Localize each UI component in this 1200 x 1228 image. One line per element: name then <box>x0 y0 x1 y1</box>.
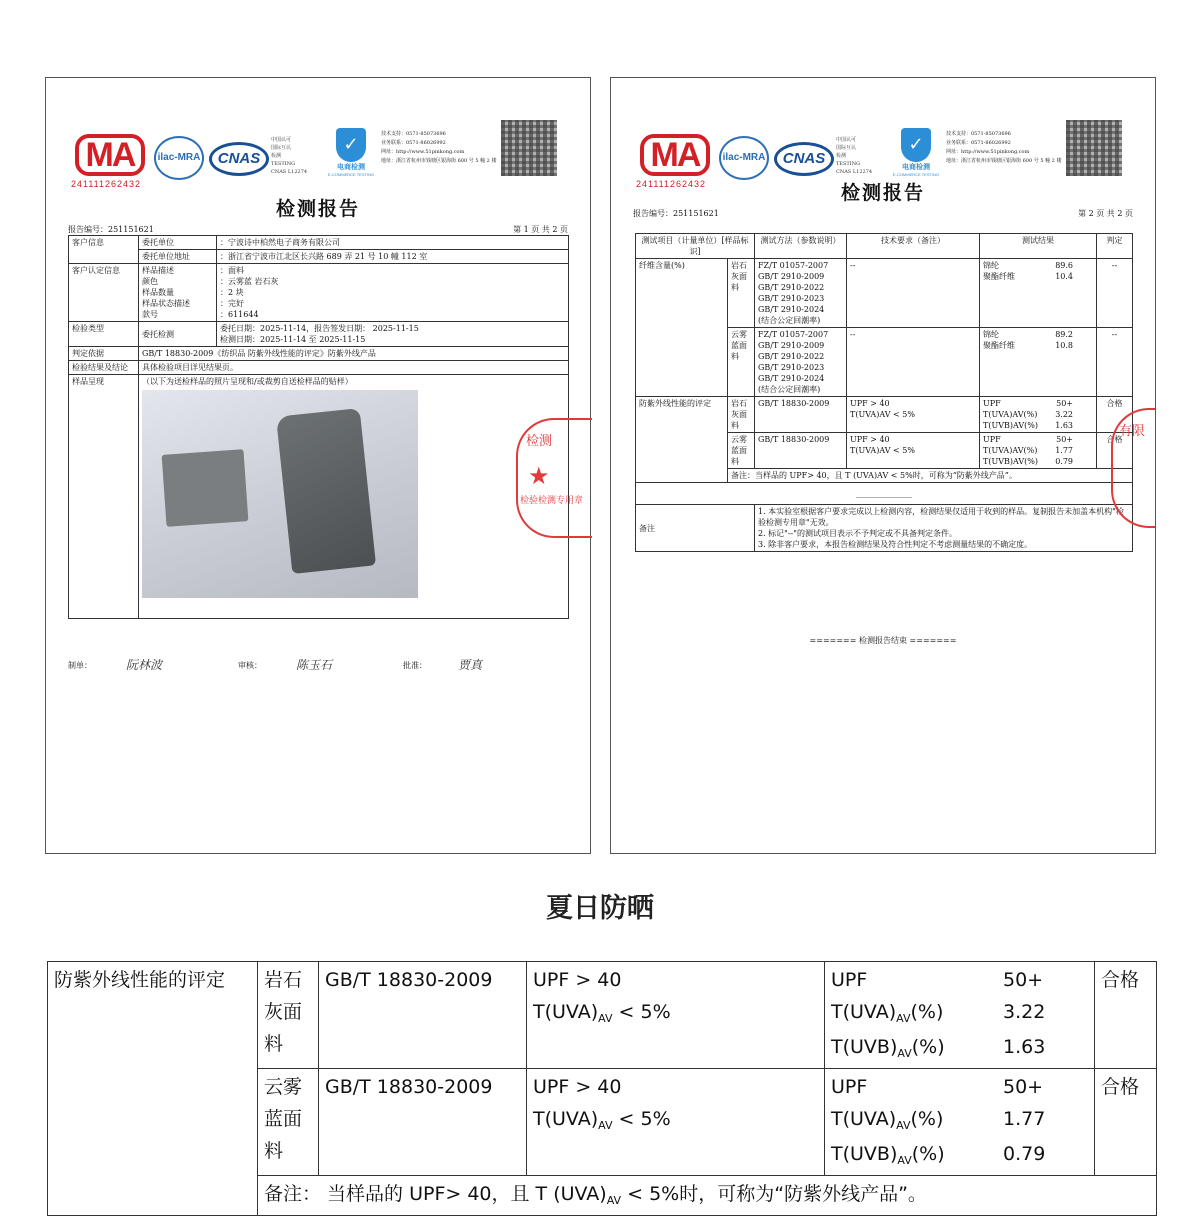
shield-check-icon: ✓ <box>901 128 931 162</box>
header-cell: 测试方法（参数说明） <box>755 234 847 259</box>
report-page-2 <box>610 77 1156 854</box>
cell-label: 客户认定信息 <box>69 264 139 322</box>
cell-label: 样品描述 颜色 样品数量 样品状态描述 款号 <box>139 264 217 322</box>
cell-photo: （以下为送检样品的照片呈现和/或裁剪自送检样品的贴样） <box>139 375 569 619</box>
uv-summary-table <box>47 961 1157 1216</box>
sample-name: 云雾蓝面料 <box>258 1069 319 1176</box>
report-header-logos <box>71 120 571 190</box>
cell-label: 检验结果及结论 <box>69 361 139 375</box>
approver-signature: 贾真 <box>458 658 483 672</box>
result-cell: UPF 50+ $T(UVA)_{AV}(\%)$ 3.22 $T(UVB)_{AV}(\%)$ 1.63 <box>825 962 1095 1069</box>
contact-info: 技术支持：0571-85073696 业务联系：0571-86026992 网址：http://www.51pinkong.com 地址：浙江省杭州市钱塘区银海街 600 号 5 幢 2 楼 <box>381 131 497 164</box>
ecommerce-testing-logo: ✓ 电商检测 E-COMMERCE TESTING <box>316 128 386 177</box>
sample-photo <box>142 390 418 598</box>
star-icon: ★ <box>528 462 550 490</box>
official-stamp: 检测 ★ 检验检测专用章 <box>516 418 592 538</box>
verdict-cell: 合格 <box>1095 1069 1157 1176</box>
cma-mark: MA <box>75 134 145 176</box>
cell-value: GB/T 18830-2009《纺织品 防紫外线性能的评定》防紫外线产品 <box>139 347 569 361</box>
table-row: 备注：当样品的 UPF> 40，且 T (UVA)AV < 5%时，可称为“防紫外线产品”。 <box>636 469 1133 483</box>
header-cell: 测试结果 <box>980 234 1097 259</box>
cell-label: 委托单位地址 <box>139 250 217 264</box>
contact-info: 技术支持：0571-85073696 业务联系：0571-86026992 网址：http://www.51pinkong.com 地址：浙江省杭州市钱塘区银海街 600 号 5 幢 2 楼 <box>946 131 1062 164</box>
table-row: 备注 1. 本实验室根据客户要求完成以上检测内容，检测结果仅适用于收到的样品。复制报告未加盖本机构"检验检测专用章"无效。 2. 标记"--"的测试项目表示不予判定或不具备判定条件。 3. 除非客户要求，本报告检测结果及符合性判定不考虑测量结果的不确定度。 <box>636 505 1133 552</box>
cell-label: 客户信息 <box>69 236 139 264</box>
cell-value: ：宁波诗中柏然电子商务有限公司 <box>217 236 569 250</box>
cell-label: 判定依据 <box>69 347 139 361</box>
requirement-cell: UPF > 40 $T(UVA)_{AV} < 5\%$ <box>527 1069 825 1176</box>
section-title: 夏日防晒 <box>546 893 654 924</box>
remark-cell: 备注： 当样品的 UPF> 40，且 T $(UVA)_{AV} < 5\%$时，可称为“防紫外线产品”。 <box>258 1176 1157 1216</box>
report-end: ======= 检测报告结束 ======= <box>809 636 957 645</box>
ilac-logo: ilac-MRA <box>154 136 204 180</box>
report-meta <box>633 208 1133 219</box>
table-row: 云雾蓝面料 GB/T 18830-2009 UPF > 40 T(UVA)AV < 5% UPF 50+ T(UVA)AV(%) 1.77 T(UVB)AV(%) 0.79 合格 <box>636 433 1133 469</box>
verdict-cell: 合格 <box>1095 962 1157 1069</box>
cnas-logo: CNAS <box>209 142 269 176</box>
report-meta <box>68 224 568 235</box>
cell-value: 委托检测 <box>139 322 217 347</box>
qr-code-icon <box>1066 120 1122 176</box>
cma-logo <box>71 134 151 189</box>
report-number: 报告编号：251151621 <box>68 225 154 234</box>
cnas-logo: CNAS <box>774 142 834 176</box>
ilac-logo: ilac-MRA <box>719 136 769 180</box>
report-title: 检测报告 <box>840 182 925 204</box>
test-results-table: 测试项目（计量单位）[样品标识] 测试方法（参数说明） 技术要求（备注） 测试结果 判定 纤维含量(%) 岩石灰面料 FZ/T 01057-2007 GB/T 2910-2009 GB/T 2910-2022 GB/T 2910-2023 GB/T 2910-2024 (结合公定回潮率) -- 锦纶 89.6 聚酯纤维 10.4 -- 云雾蓝面料 FZ/T 01057-2007 GB/T 2910-2009 GB/T 2910-2022 GB/T 2910-2023 GB/T 2910-2024 (结合公定回潮率) -- 锦纶 89.2 聚酯纤维 10.8 -- 防紫外线性能的评定 岩石灰面料 GB/T 18830-2009 UPF > 40 T(UVA)AV < 5% UPF 50+ T(UVA)AV(%) 3.22 T(UVB)AV(%) 1.63 合格 云雾蓝面料 GB/T 18830-2009 UPF > 40 T(UVA)AV < 5% UPF 50+ T(UVA)AV(%) 1.77 T(UVB)AV(%) 0.79 合格 备注：当样品的 UPF> 40，且 T (UVA)AV < 5%时，可称为“防紫外线产品”。 ______________ 备注 1. 本实验室根据客户要求完成以上检测内容，检测结果仅适用于收到的样品。复制报告未加盖本机构"检验检测专用章"无效。 2. 标记"--"的测试项目表示不予判定或不具备判定条件。 3. 除非客户要求，本报告检测结果及符合性判定不考虑测量结果的不确定度。 <box>635 233 1133 552</box>
maker-signature: 阮林波 <box>126 658 163 672</box>
cma-number: 241111262432 <box>71 179 142 189</box>
sample-pack-gray <box>162 449 249 527</box>
header-cell: 技术要求（备注） <box>847 234 980 259</box>
item-label: 防紫外线性能的评定 <box>48 962 258 1216</box>
table-row: 防紫外线性能的评定 岩石灰面料 GB/T 18830-2009 UPF > 40 T(UVA)AV < 5% UPF 50+ T(UVA)AV(%) 3.22 T(UVB)AV(%) 1.63 合格 <box>636 397 1133 433</box>
shield-check-icon: ✓ <box>336 128 366 162</box>
table-row <box>48 962 1157 1069</box>
cell-value: ：面料 ：云雾蓝 岩石灰 ：2 块 ：完好 ：611644 <box>217 264 569 322</box>
cma-logo: MA 241111262432 <box>636 134 716 189</box>
cell-label: 样品呈现 <box>69 375 139 619</box>
sample-pack-blue <box>276 408 376 574</box>
report-number: 报告编号：251151621 <box>633 209 719 218</box>
cell-value: 具体检验项目详见结果页。 <box>139 361 569 375</box>
method-cell: GB/T 18830-2009 <box>319 962 527 1069</box>
cell-label: 委托单位 <box>139 236 217 250</box>
cell-value: 委托日期：2025-11-14，报告签发日期： 2025-11-15 检测日期：2025-11-14 至 2025-11-15 <box>217 322 569 347</box>
qr-code-icon <box>501 120 557 176</box>
header-cell: 判定 <box>1097 234 1133 259</box>
table-row: 云雾蓝面料 FZ/T 01057-2007 GB/T 2910-2009 GB/T 2910-2022 GB/T 2910-2023 GB/T 2910-2024 (结合公定回潮率) -- 锦纶 89.2 聚酯纤维 10.8 -- <box>636 328 1133 397</box>
page-indicator: 第 1 页 共 2 页 <box>513 225 568 234</box>
requirement-cell: UPF > 40 $T(UVA)_{AV} < 5\%$ <box>527 962 825 1069</box>
method-cell: GB/T 18830-2009 <box>319 1069 527 1176</box>
cell-label: 检验类型 <box>69 322 139 347</box>
report-info-table <box>68 235 569 619</box>
header-cell: 测试项目（计量单位）[样品标识] <box>636 234 755 259</box>
report-page-1: MA 241111262432 ilac-MRA CNAS 中国认可 国际互认 检测 TESTING CNAS L12274 ✓ 电商检测 E-COMMERCE TESTING 技术支持：0571-85073696 业务联系：0571-86026992 网址：http://www.51pinkong.com 地址：浙江省杭州市钱塘区银海街 600 号 5 幢 2 楼 检测报告 报告编号：251151621 第 1 页 共 2 页 客户信息 委托单位 ：宁波诗中柏然电子商务有限公司 委托单位地址 ：浙江省宁波市江北区长兴路 689 弄 21 号 10 幢 112 室 客户认定信息 样品描述 颜色 样品数量 样品状态描述 款号 ：面料 ：云雾蓝 岩石灰 ：2 块 ：完好 ：611644 检验类型 委托检测 委托日期：2025-11-14，报告签发日期： 2025-11-15 检测日期：2025-11-14 至 2025-11-15 判定依据 GB/T 18830-2009《纺织品 防紫外线性能的评定》防紫外线产品 检验结果及结论 具体检验项目详见结果页。 样品呈现 （以下为送检样品的照片呈现和/或裁剪自送检样品的贴样） 制单： 阮林波 审核： 陈玉石 批准： 贾真 检测 ★ 检验检测专用章 <box>45 77 591 854</box>
report-title: 检测报告 <box>275 198 360 220</box>
official-stamp: 有限 <box>1111 408 1155 528</box>
cell-value: ：浙江省宁波市江北区长兴路 689 弄 21 号 10 幢 112 室 <box>217 250 569 264</box>
table-row: 纤维含量(%) 岩石灰面料 FZ/T 01057-2007 GB/T 2910-2009 GB/T 2910-2022 GB/T 2910-2023 GB/T 2910-2024 (结合公定回潮率) -- 锦纶 89.6 聚酯纤维 10.4 -- <box>636 259 1133 328</box>
result-cell: UPF 50+ $T(UVA)_{AV}(\%)$ 1.77 $T(UVB)_{AV}(\%)$ 0.79 <box>825 1069 1095 1176</box>
reviewer-signature: 陈玉石 <box>296 658 333 672</box>
sample-name: 岩石灰面料 <box>258 962 319 1069</box>
page-indicator: 第 2 页 共 2 页 <box>1078 209 1133 218</box>
cnas-text: 中国认可 国际互认 检测 TESTING CNAS L12274 <box>271 137 308 175</box>
ecommerce-testing-logo: ✓ 电商检测 E-COMMERCE TESTING <box>881 128 951 177</box>
cnas-text: 中国认可 国际互认 检测 TESTING CNAS L12274 <box>836 137 873 175</box>
